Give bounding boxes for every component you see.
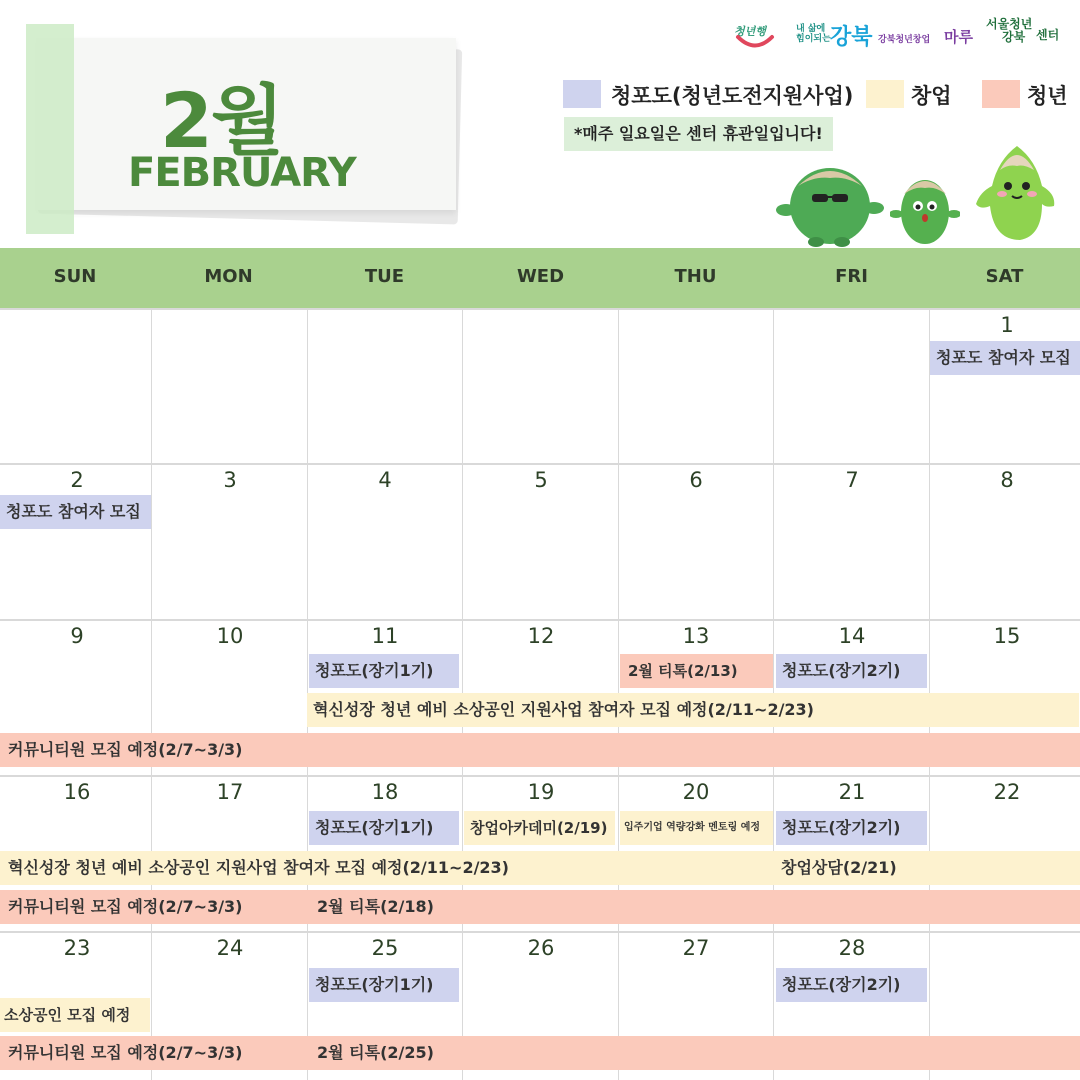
legend-label-cheongpodo: 청포도(청년도전지원사업) bbox=[611, 84, 854, 108]
legend-label-youth: 청년 bbox=[1027, 84, 1068, 108]
event-smallbiz-recruit[interactable]: 혁신성장 청년 예비 소상공인 지원사업 참여자 모집 예정(2/11~2/23) bbox=[0, 851, 784, 885]
grid-line bbox=[0, 619, 1080, 621]
logo-cheongnyeonhaeng bbox=[734, 20, 766, 39]
day-number: 17 bbox=[216, 780, 244, 804]
calendar-grid bbox=[0, 308, 1080, 1080]
day-number: 11 bbox=[371, 624, 399, 648]
event-startup-academy[interactable]: 창업아카데미(2/19) bbox=[464, 811, 615, 845]
logo4-line2: 강북 bbox=[1002, 30, 1026, 44]
event-mentoring[interactable]: 입주기업 역량강화 멘토링 예정 bbox=[620, 811, 773, 845]
day-number: 10 bbox=[216, 624, 244, 648]
day-number: 16 bbox=[63, 780, 91, 804]
day-number: 8 bbox=[1000, 468, 1014, 492]
grid-line bbox=[0, 931, 1080, 933]
logo-maru-prefix: 강북청년창업 bbox=[878, 35, 931, 45]
event-titok[interactable]: 2월 티톡(2/18) bbox=[309, 890, 1080, 924]
event-cheongpodo-term2[interactable]: 청포도(장기2기) bbox=[776, 968, 927, 1002]
day-number: 4 bbox=[378, 468, 392, 492]
weekday-thu: THU bbox=[674, 266, 717, 287]
grid-line bbox=[0, 308, 1080, 310]
logo-gangbuk bbox=[796, 24, 831, 44]
legend-label-startup: 창업 bbox=[911, 84, 952, 108]
month-english-title: FEBRUARY bbox=[128, 150, 356, 196]
event-cheongpodo-term1[interactable]: 청포도(장기1기) bbox=[309, 968, 459, 1002]
event-community-recruit[interactable]: 커뮤니티원 모집 예정(2/7~3/3) bbox=[0, 733, 1080, 767]
day-number: 1 bbox=[1000, 313, 1014, 337]
day-number: 26 bbox=[527, 936, 555, 960]
month-korean-title: 2월 bbox=[160, 76, 283, 165]
event-titok[interactable]: 2월 티톡(2/13) bbox=[620, 654, 773, 688]
green-tape bbox=[26, 24, 74, 234]
mascot-sunglasses-icon bbox=[776, 158, 886, 248]
logo-maru-brand: 마루 bbox=[944, 28, 973, 46]
day-number: 7 bbox=[845, 468, 859, 492]
day-number: 18 bbox=[371, 780, 399, 804]
legend-swatch-yellow bbox=[866, 80, 904, 108]
logo2-line1: 내 삶에 bbox=[796, 24, 826, 34]
event-cheongpodo-term1[interactable]: 청포도(장기1기) bbox=[309, 811, 459, 845]
day-number: 6 bbox=[689, 468, 703, 492]
logo4-suffix: 센터 bbox=[1036, 28, 1060, 42]
day-number: 28 bbox=[838, 936, 866, 960]
day-number: 13 bbox=[682, 624, 710, 648]
grid-line bbox=[0, 775, 1080, 777]
event-community-recruit[interactable]: 커뮤니티원 모집 예정(2/7~3/3) bbox=[0, 1036, 318, 1070]
weekday-tue: TUE bbox=[364, 266, 405, 287]
event-cheongpodo-term2[interactable]: 청포도(장기2기) bbox=[776, 811, 927, 845]
mascot-small-icon bbox=[890, 166, 960, 250]
weekday-wed: WED bbox=[516, 266, 565, 287]
legend bbox=[0, 76, 1080, 116]
day-number: 21 bbox=[838, 780, 866, 804]
day-number: 2 bbox=[70, 468, 84, 492]
event-cheongpodo-term1[interactable]: 청포도(장기1기) bbox=[309, 654, 459, 688]
grid-line bbox=[151, 308, 152, 1080]
day-number: 25 bbox=[371, 936, 399, 960]
logo-gangbuk-brand: 강북 bbox=[830, 25, 873, 50]
event-cheongpodo-term2[interactable]: 청포도(장기2기) bbox=[776, 654, 927, 688]
day-number: 24 bbox=[216, 936, 244, 960]
event-startup-consult[interactable]: 창업상담(2/21) bbox=[775, 851, 1080, 885]
weekday-fri: FRI bbox=[835, 266, 868, 287]
day-number: 9 bbox=[70, 624, 84, 648]
day-number: 22 bbox=[993, 780, 1021, 804]
logo1-text: 청년행 bbox=[734, 25, 766, 38]
legend-swatch-blue bbox=[563, 80, 601, 108]
day-number: 19 bbox=[527, 780, 555, 804]
weekday-sat: SAT bbox=[985, 266, 1024, 287]
weekday-header bbox=[0, 248, 1080, 308]
event-smallbiz-recruit-short[interactable]: 소상공인 모집 예정 bbox=[0, 998, 150, 1032]
day-number: 3 bbox=[223, 468, 237, 492]
event-cheongpodo-recruit[interactable]: 청포도 참여자 모집 bbox=[0, 495, 151, 529]
logo-seoul-youth bbox=[986, 18, 1032, 44]
day-number: 27 bbox=[682, 936, 710, 960]
event-community-recruit[interactable]: 커뮤니티원 모집 예정(2/7~3/3) bbox=[0, 890, 318, 924]
weekday-sun: SUN bbox=[53, 266, 97, 287]
event-titok[interactable]: 2월 티톡(2/25) bbox=[309, 1036, 1080, 1070]
day-number: 12 bbox=[527, 624, 555, 648]
weekday-mon: MON bbox=[204, 266, 253, 287]
partner-logos bbox=[730, 18, 1070, 58]
closed-notice: *매주 일요일은 센터 휴관일입니다! bbox=[564, 117, 833, 151]
day-number: 15 bbox=[993, 624, 1021, 648]
logo4-line1: 서울청년 bbox=[986, 17, 1033, 31]
mascot-light-icon bbox=[972, 140, 1062, 250]
logo2-line2: 힘이되는 bbox=[796, 34, 831, 44]
day-number: 23 bbox=[63, 936, 91, 960]
day-number: 5 bbox=[534, 468, 548, 492]
event-smallbiz-recruit[interactable]: 혁신성장 청년 예비 소상공인 지원사업 참여자 모집 예정(2/11~2/23) bbox=[307, 693, 1079, 727]
event-cheongpodo-recruit[interactable]: 청포도 참여자 모집 bbox=[930, 341, 1080, 375]
grid-line bbox=[0, 463, 1080, 465]
day-number: 14 bbox=[838, 624, 866, 648]
smile-logo-icon bbox=[734, 34, 776, 52]
day-number: 20 bbox=[682, 780, 710, 804]
legend-swatch-pink bbox=[982, 80, 1020, 108]
calendar-header bbox=[0, 0, 1080, 248]
